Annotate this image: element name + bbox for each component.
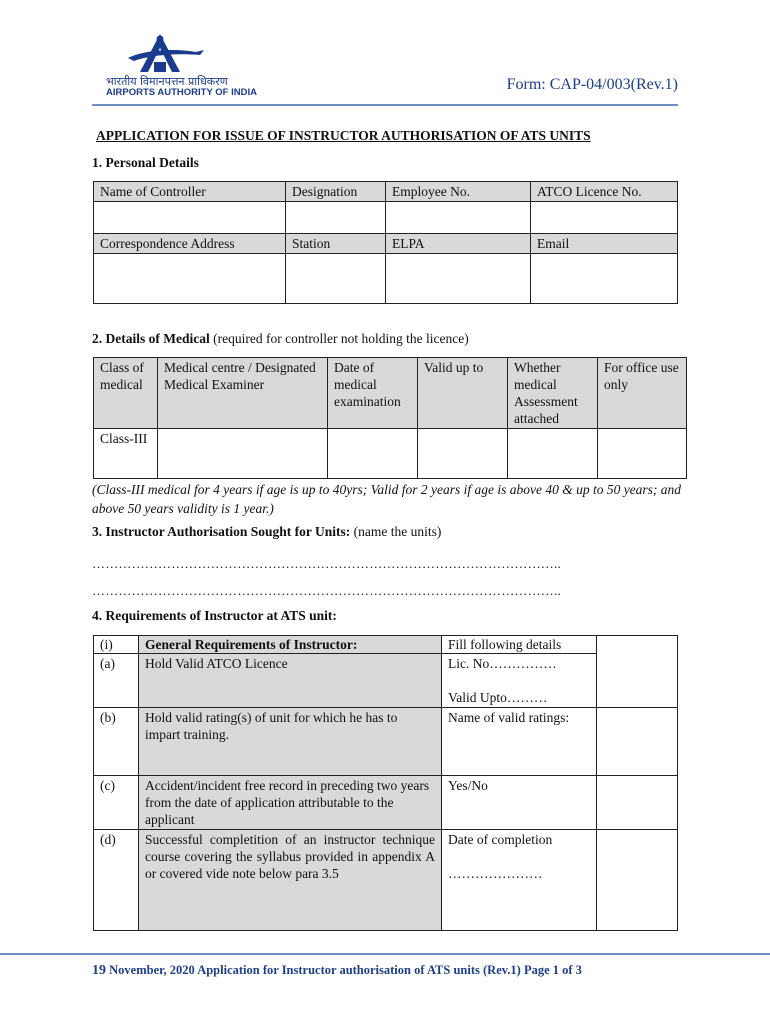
input-correspondence-address[interactable] xyxy=(94,254,286,304)
req-d-date-label: Date of completion xyxy=(448,832,553,847)
input-valid-up-to[interactable] xyxy=(418,429,508,479)
input-designation[interactable] xyxy=(286,202,386,234)
footer-divider xyxy=(0,953,770,955)
aai-emblem-icon xyxy=(104,32,249,74)
th-class-of-medical: Class of medical xyxy=(94,358,158,429)
th-date-of-medical: Date of medical examination xyxy=(328,358,418,429)
input-name-of-controller[interactable] xyxy=(94,202,286,234)
header-divider xyxy=(92,104,678,106)
req-d-text: Successful completition of an instructor technique course covering the syllabus provided in appendix A or covered vide note below para 3.5 xyxy=(139,830,442,931)
req-a-licence-no: Lic. No…………… xyxy=(448,656,557,671)
req-b-detail[interactable]: Name of valid ratings: xyxy=(442,708,597,776)
th-medical-centre: Medical centre / Designated Medical Examiner xyxy=(158,358,328,429)
th-email: Email xyxy=(531,234,678,254)
th-designation: Designation xyxy=(286,182,386,202)
input-elpa[interactable] xyxy=(386,254,531,304)
th-assessment-attached: Whether medical Assessment attached xyxy=(508,358,598,429)
req-d-date-dots: ………………… xyxy=(448,866,543,881)
section1-heading: 1. Personal Details xyxy=(92,155,199,170)
input-employee-no[interactable] xyxy=(386,202,531,234)
req-c-text: Accident/incident free record in preceding two years from the date of application attributable to the applicant xyxy=(139,776,442,830)
th-office-use: For office use only xyxy=(598,358,687,429)
th-valid-up-to: Valid up to xyxy=(418,358,508,429)
req-header-title: General Requirements of Instructor: xyxy=(139,636,442,654)
medical-validity-note: (Class-III medical for 4 years if age is up to 40yrs; Valid for 2 years if age is above 40 & up to 50 years; and above 50 years validity is 1 year.) xyxy=(92,482,682,516)
medical-details-table xyxy=(93,357,687,479)
req-office-b[interactable] xyxy=(597,708,678,776)
input-email[interactable] xyxy=(531,254,678,304)
input-medical-centre[interactable] xyxy=(158,429,328,479)
input-atco-licence-no[interactable] xyxy=(531,202,678,234)
th-elpa: ELPA xyxy=(386,234,531,254)
logo-english-text: AIRPORTS AUTHORITY OF INDIA xyxy=(106,87,257,98)
input-office-use[interactable] xyxy=(598,429,687,479)
req-a-text: Hold Valid ATCO Licence xyxy=(139,654,442,708)
aai-logo xyxy=(104,32,257,98)
req-d-index: (d) xyxy=(94,830,139,931)
footer-text: November, 2020 Application for Instructor authorisation of ATS units (Rev.1) Page 1 of 3 xyxy=(106,963,582,977)
form-number: Form: CAP-04/003(Rev.1) xyxy=(506,76,678,93)
th-employee-no: Employee No. xyxy=(386,182,531,202)
req-header-index: (i) xyxy=(94,636,139,654)
footer-day: 19 xyxy=(92,963,106,978)
th-atco-licence-no: ATCO Licence No. xyxy=(531,182,678,202)
req-a-detail[interactable] xyxy=(442,654,597,708)
requirements-table xyxy=(93,635,678,931)
units-input-line-2[interactable]: …………………………………………………………………………………………….. xyxy=(92,583,561,598)
req-office-c[interactable] xyxy=(597,776,678,830)
input-station[interactable] xyxy=(286,254,386,304)
req-office-a[interactable] xyxy=(597,636,678,708)
section3-heading: 3. Instructor Authorisation Sought for Units: (name the units) xyxy=(92,524,442,539)
req-d-detail[interactable] xyxy=(442,830,597,931)
page-title: APPLICATION FOR ISSUE OF INSTRUCTOR AUTHORISATION OF ATS UNITS xyxy=(96,128,591,143)
section2-heading: 2. Details of Medical (required for controller not holding the licence) xyxy=(92,331,469,346)
personal-details-table xyxy=(93,181,678,304)
req-b-index: (b) xyxy=(94,708,139,776)
req-c-index: (c) xyxy=(94,776,139,830)
units-input-line-1[interactable]: …………………………………………………………………………………………….. xyxy=(92,556,561,571)
req-a-valid-upto: Valid Upto……… xyxy=(448,690,548,705)
th-correspondence-address: Correspondence Address xyxy=(94,234,286,254)
th-station: Station xyxy=(286,234,386,254)
input-date-of-medical[interactable] xyxy=(328,429,418,479)
req-office-d[interactable] xyxy=(597,830,678,931)
req-a-index: (a) xyxy=(94,654,139,708)
input-assessment-attached[interactable] xyxy=(508,429,598,479)
req-header-detail: Fill following details xyxy=(442,636,597,654)
req-b-text: Hold valid rating(s) of unit for which he has to impart training. xyxy=(139,708,442,776)
class-value: Class-III xyxy=(94,429,158,479)
page-footer xyxy=(92,963,582,979)
th-name-of-controller: Name of Controller xyxy=(94,182,286,202)
section4-heading: 4. Requirements of Instructor at ATS unit: xyxy=(92,608,337,623)
logo-hindi-text: भारतीय विमानपत्तन प्राधिकरण xyxy=(106,75,228,88)
req-c-detail[interactable]: Yes/No xyxy=(442,776,597,830)
